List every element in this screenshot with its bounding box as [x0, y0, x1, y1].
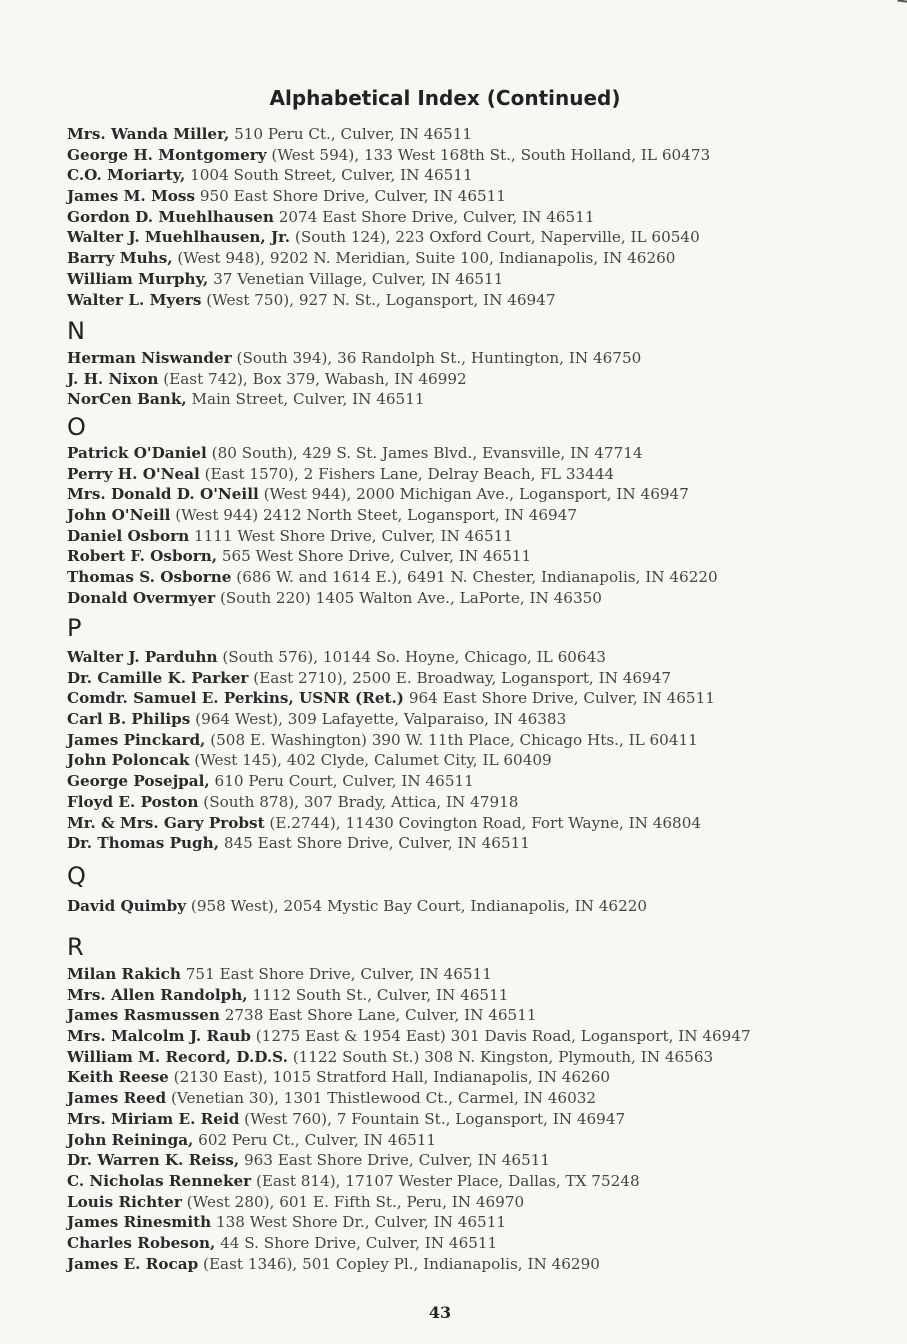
entry-name: John O'Neill	[67, 506, 171, 525]
letter-heading-p: P	[67, 614, 82, 642]
entry-name: Thomas S. Osborne	[67, 568, 232, 587]
entry-name: Charles Robeson,	[67, 1233, 216, 1252]
section-o	[67, 443, 887, 609]
index-entry	[67, 443, 887, 464]
page-edge-mark	[896, 0, 907, 9]
index-entry	[67, 484, 887, 505]
entry-address: (80 South), 429 S. St. James Blvd., Evansville, IN 47714	[211, 444, 643, 462]
index-entry	[67, 1192, 887, 1213]
entry-address: (East 742), Box 379, Wabash, IN 46992	[163, 369, 467, 388]
entry-address: (E.2744), 11430 Covington Road, Fort Wayne, IN 46804	[269, 813, 702, 832]
entry-address: (West 760), 7 Fountain St., Logansport, IN 46947	[244, 1109, 626, 1128]
entry-address: 138 West Shore Dr., Culver, IN 46511	[215, 1213, 507, 1232]
entry-address: (686 W. and 1614 E.), 6491 N. Chester, Indianapolis, IN 46220	[236, 568, 718, 587]
entry-address: (508 E. Washington) 390 W. 11th Place, Chicago Hts., IL 60411	[210, 730, 698, 749]
index-entry	[67, 227, 887, 248]
index-entry	[67, 1088, 887, 1109]
index-entry	[67, 505, 887, 526]
entry-name: Dr. Warren K. Reiss,	[67, 1151, 240, 1170]
index-entry	[67, 1130, 887, 1151]
index-entry	[67, 464, 887, 485]
entry-address: 565 West Shore Drive, Culver, IN 46511	[221, 547, 532, 566]
entry-address: 964 East Shore Drive, Culver, IN 46511	[408, 689, 715, 708]
entry-name: Mrs. Malcolm J. Raub	[67, 1027, 251, 1046]
entry-address: 1111 West Shore Drive, Culver, IN 46511	[193, 526, 513, 545]
index-entry	[67, 1233, 887, 1254]
section-q	[67, 896, 887, 917]
entry-address: 602 Peru Ct., Culver, IN 46511	[198, 1130, 437, 1149]
entry-name: Dr. Camille K. Parker	[67, 668, 249, 687]
entry-address: (East 814), 17107 Wester Place, Dallas, TX 75248	[255, 1171, 640, 1190]
index-entry	[67, 688, 887, 709]
index-entry	[67, 964, 887, 985]
index-entry	[67, 792, 887, 813]
entry-name: David Quimby	[67, 897, 187, 915]
index-entry	[67, 269, 887, 290]
entry-name: C. Nicholas Renneker	[67, 1171, 252, 1190]
entry-address: (964 West), 309 Lafayette, Valparaiso, IN 46383	[195, 710, 567, 729]
entry-name: Walter L. Myers	[67, 290, 202, 309]
index-entry	[67, 1026, 887, 1047]
entry-name: Daniel Osborn	[67, 526, 190, 545]
entry-address: (West 948), 9202 N. Meridian, Suite 100, Indianapolis, IN 46260	[177, 249, 676, 268]
entry-name: Robert F. Osborn,	[67, 547, 218, 566]
index-entry	[67, 248, 887, 269]
entry-address: Main Street, Culver, IN 46511	[191, 390, 425, 409]
entry-name: James E. Rocap	[67, 1254, 199, 1273]
index-entry	[67, 567, 887, 588]
entry-name: George Posejpal,	[67, 772, 210, 791]
index-entry	[67, 546, 887, 567]
entry-address: 1004 South Street, Culver, IN 46511	[190, 166, 473, 185]
entry-name: C.O. Moriarty,	[67, 166, 186, 185]
index-entry	[67, 1254, 887, 1275]
entry-name: Keith Reese	[67, 1068, 169, 1087]
entry-address: 845 East Shore Drive, Culver, IN 46511	[223, 834, 530, 853]
index-entry	[67, 165, 887, 186]
index-entry	[67, 813, 887, 834]
index-entry	[67, 348, 887, 369]
entry-name: Carl B. Philips	[67, 710, 191, 729]
entry-name: Patrick O'Daniel	[67, 444, 207, 462]
index-entry	[67, 124, 887, 145]
index-entry	[67, 145, 887, 166]
page-title: Alphabetical Index (Continued)	[269, 86, 621, 110]
entry-address: 1112 South St., Culver, IN 46511	[252, 985, 509, 1004]
entry-address: (West 280), 601 E. Fifth St., Peru, IN 46970	[186, 1192, 525, 1211]
entry-address: (West 145), 402 Clyde, Calumet City, IL 60409	[194, 751, 552, 770]
index-entry	[67, 1212, 887, 1233]
entry-address: (958 West), 2054 Mystic Bay Court, Indianapolis, IN 46220	[190, 897, 648, 915]
index-entry	[67, 771, 887, 792]
section-r	[67, 964, 887, 1274]
entry-name: Louis Richter	[67, 1192, 182, 1211]
index-entry	[67, 588, 887, 609]
entry-address: (1275 East & 1954 East) 301 Davis Road, Logansport, IN 46947	[255, 1027, 751, 1046]
entry-name: Herman Niswander	[67, 349, 232, 367]
entry-name: Mrs. Miriam E. Reid	[67, 1109, 240, 1128]
entry-address: (South 394), 36 Randolph St., Huntington, IN 46750	[236, 349, 642, 367]
entry-address: (Venetian 30), 1301 Thistlewood Ct., Carmel, IN 46032	[171, 1089, 597, 1108]
entry-name: Floyd E. Poston	[67, 792, 199, 811]
index-entry	[67, 389, 887, 410]
entry-name: James Pinckard,	[67, 730, 206, 749]
entry-address: (South 576), 10144 So. Hoyne, Chicago, IL 60643	[222, 648, 606, 666]
index-entry	[67, 1109, 887, 1130]
entry-name: William Murphy,	[67, 269, 209, 288]
entry-address: (West 944), 2000 Michigan Ave., Logansport, IN 46947	[263, 485, 689, 504]
entry-name: Mrs. Allen Randolph,	[67, 985, 248, 1004]
entry-name: Comdr. Samuel E. Perkins, USNR (Ret.)	[67, 689, 404, 708]
entry-name: Barry Muhs,	[67, 249, 173, 268]
letter-heading-r: R	[67, 933, 84, 961]
entry-name: John Poloncak	[67, 751, 190, 770]
entry-name: Mr. & Mrs. Gary Probst	[67, 813, 265, 832]
entry-name: Mrs. Donald D. O'Neill	[67, 485, 259, 504]
index-entry	[67, 526, 887, 547]
entry-name: J. H. Nixon	[67, 369, 159, 388]
entry-address: (East 1346), 501 Copley Pl., Indianapolis, IN 46290	[203, 1254, 600, 1273]
index-entry	[67, 1005, 887, 1026]
index-entry	[67, 647, 887, 668]
entry-name: James Rasmussen	[67, 1006, 220, 1025]
page-number: 43	[428, 1303, 452, 1322]
entry-address: (2130 East), 1015 Stratford Hall, Indianapolis, IN 46260	[173, 1068, 611, 1087]
entry-name: NorCen Bank,	[67, 390, 187, 409]
section-m	[67, 124, 887, 310]
entry-name: John Reininga,	[67, 1130, 194, 1149]
entry-name: Donald Overmyer	[67, 588, 216, 607]
index-entry	[67, 730, 887, 751]
entry-name: Walter J. Muehlhausen, Jr.	[67, 228, 291, 247]
entry-address: (East 1570), 2 Fishers Lane, Delray Beach, FL 33444	[204, 464, 615, 483]
section-n	[67, 348, 887, 410]
entry-address: 2738 East Shore Lane, Culver, IN 46511	[224, 1006, 537, 1025]
entry-address: 610 Peru Court, Culver, IN 46511	[214, 772, 474, 791]
index-entry	[67, 896, 887, 917]
entry-address: (South 220) 1405 Walton Ave., LaPorte, IN 46350	[219, 588, 602, 607]
entry-name: Mrs. Wanda Miller,	[67, 125, 230, 143]
entry-address: 37 Venetian Village, Culver, IN 46511	[213, 269, 504, 288]
letter-heading-n: N	[67, 317, 85, 345]
index-entry	[67, 1047, 887, 1068]
letter-heading-q: Q	[67, 862, 86, 890]
entry-address: (South 878), 307 Brady, Attica, IN 47918	[203, 792, 519, 811]
entry-name: George H. Montgomery	[67, 145, 267, 164]
entry-name: Gordon D. Muehlhausen	[67, 207, 274, 226]
entry-address: 44 S. Shore Drive, Culver, IN 46511	[220, 1233, 498, 1252]
index-entry	[67, 1067, 887, 1088]
entry-name: James Rinesmith	[67, 1213, 212, 1232]
entry-name: Walter J. Parduhn	[67, 648, 218, 666]
entry-address: (South 124), 223 Oxford Court, Naperville, IL 60540	[294, 228, 700, 247]
entry-address: (1122 South St.) 308 N. Kingston, Plymouth, IN 46563	[292, 1047, 714, 1066]
section-p	[67, 647, 887, 854]
index-entry	[67, 750, 887, 771]
entry-address: (East 2710), 2500 E. Broadway, Logansport, IN 46947	[253, 668, 672, 687]
index-entry	[67, 186, 887, 207]
entry-name: William M. Record, D.D.S.	[67, 1047, 288, 1066]
entry-address: 950 East Shore Drive, Culver, IN 46511	[199, 187, 506, 206]
entry-address: (West 750), 927 N. St., Logansport, IN 46947	[206, 290, 556, 309]
entry-address: 2074 East Shore Drive, Culver, IN 46511	[278, 207, 595, 226]
index-entry	[67, 668, 887, 689]
index-entry	[67, 985, 887, 1006]
entry-address: 963 East Shore Drive, Culver, IN 46511	[243, 1151, 551, 1170]
index-entry	[67, 369, 887, 390]
entry-address: (West 944) 2412 North Steet, Logansport, IN 46947	[175, 506, 578, 525]
entry-name: Dr. Thomas Pugh,	[67, 834, 219, 853]
entry-name: Milan Rakich	[67, 965, 181, 983]
entry-address: 751 East Shore Drive, Culver, IN 46511	[185, 965, 492, 983]
index-entry	[67, 833, 887, 854]
entry-name: Perry H. O'Neal	[67, 464, 200, 483]
index-entry	[67, 1150, 887, 1171]
index-entry	[67, 290, 887, 311]
entry-address: (West 594), 133 West 168th St., South Holland, IL 60473	[271, 145, 711, 164]
index-entry	[67, 709, 887, 730]
index-entry	[67, 207, 887, 228]
index-entry	[67, 1171, 887, 1192]
entry-address: 510 Peru Ct., Culver, IN 46511	[234, 125, 473, 143]
entry-name: James M. Moss	[67, 187, 196, 206]
letter-heading-o: O	[67, 413, 86, 441]
entry-name: James Reed	[67, 1089, 167, 1108]
